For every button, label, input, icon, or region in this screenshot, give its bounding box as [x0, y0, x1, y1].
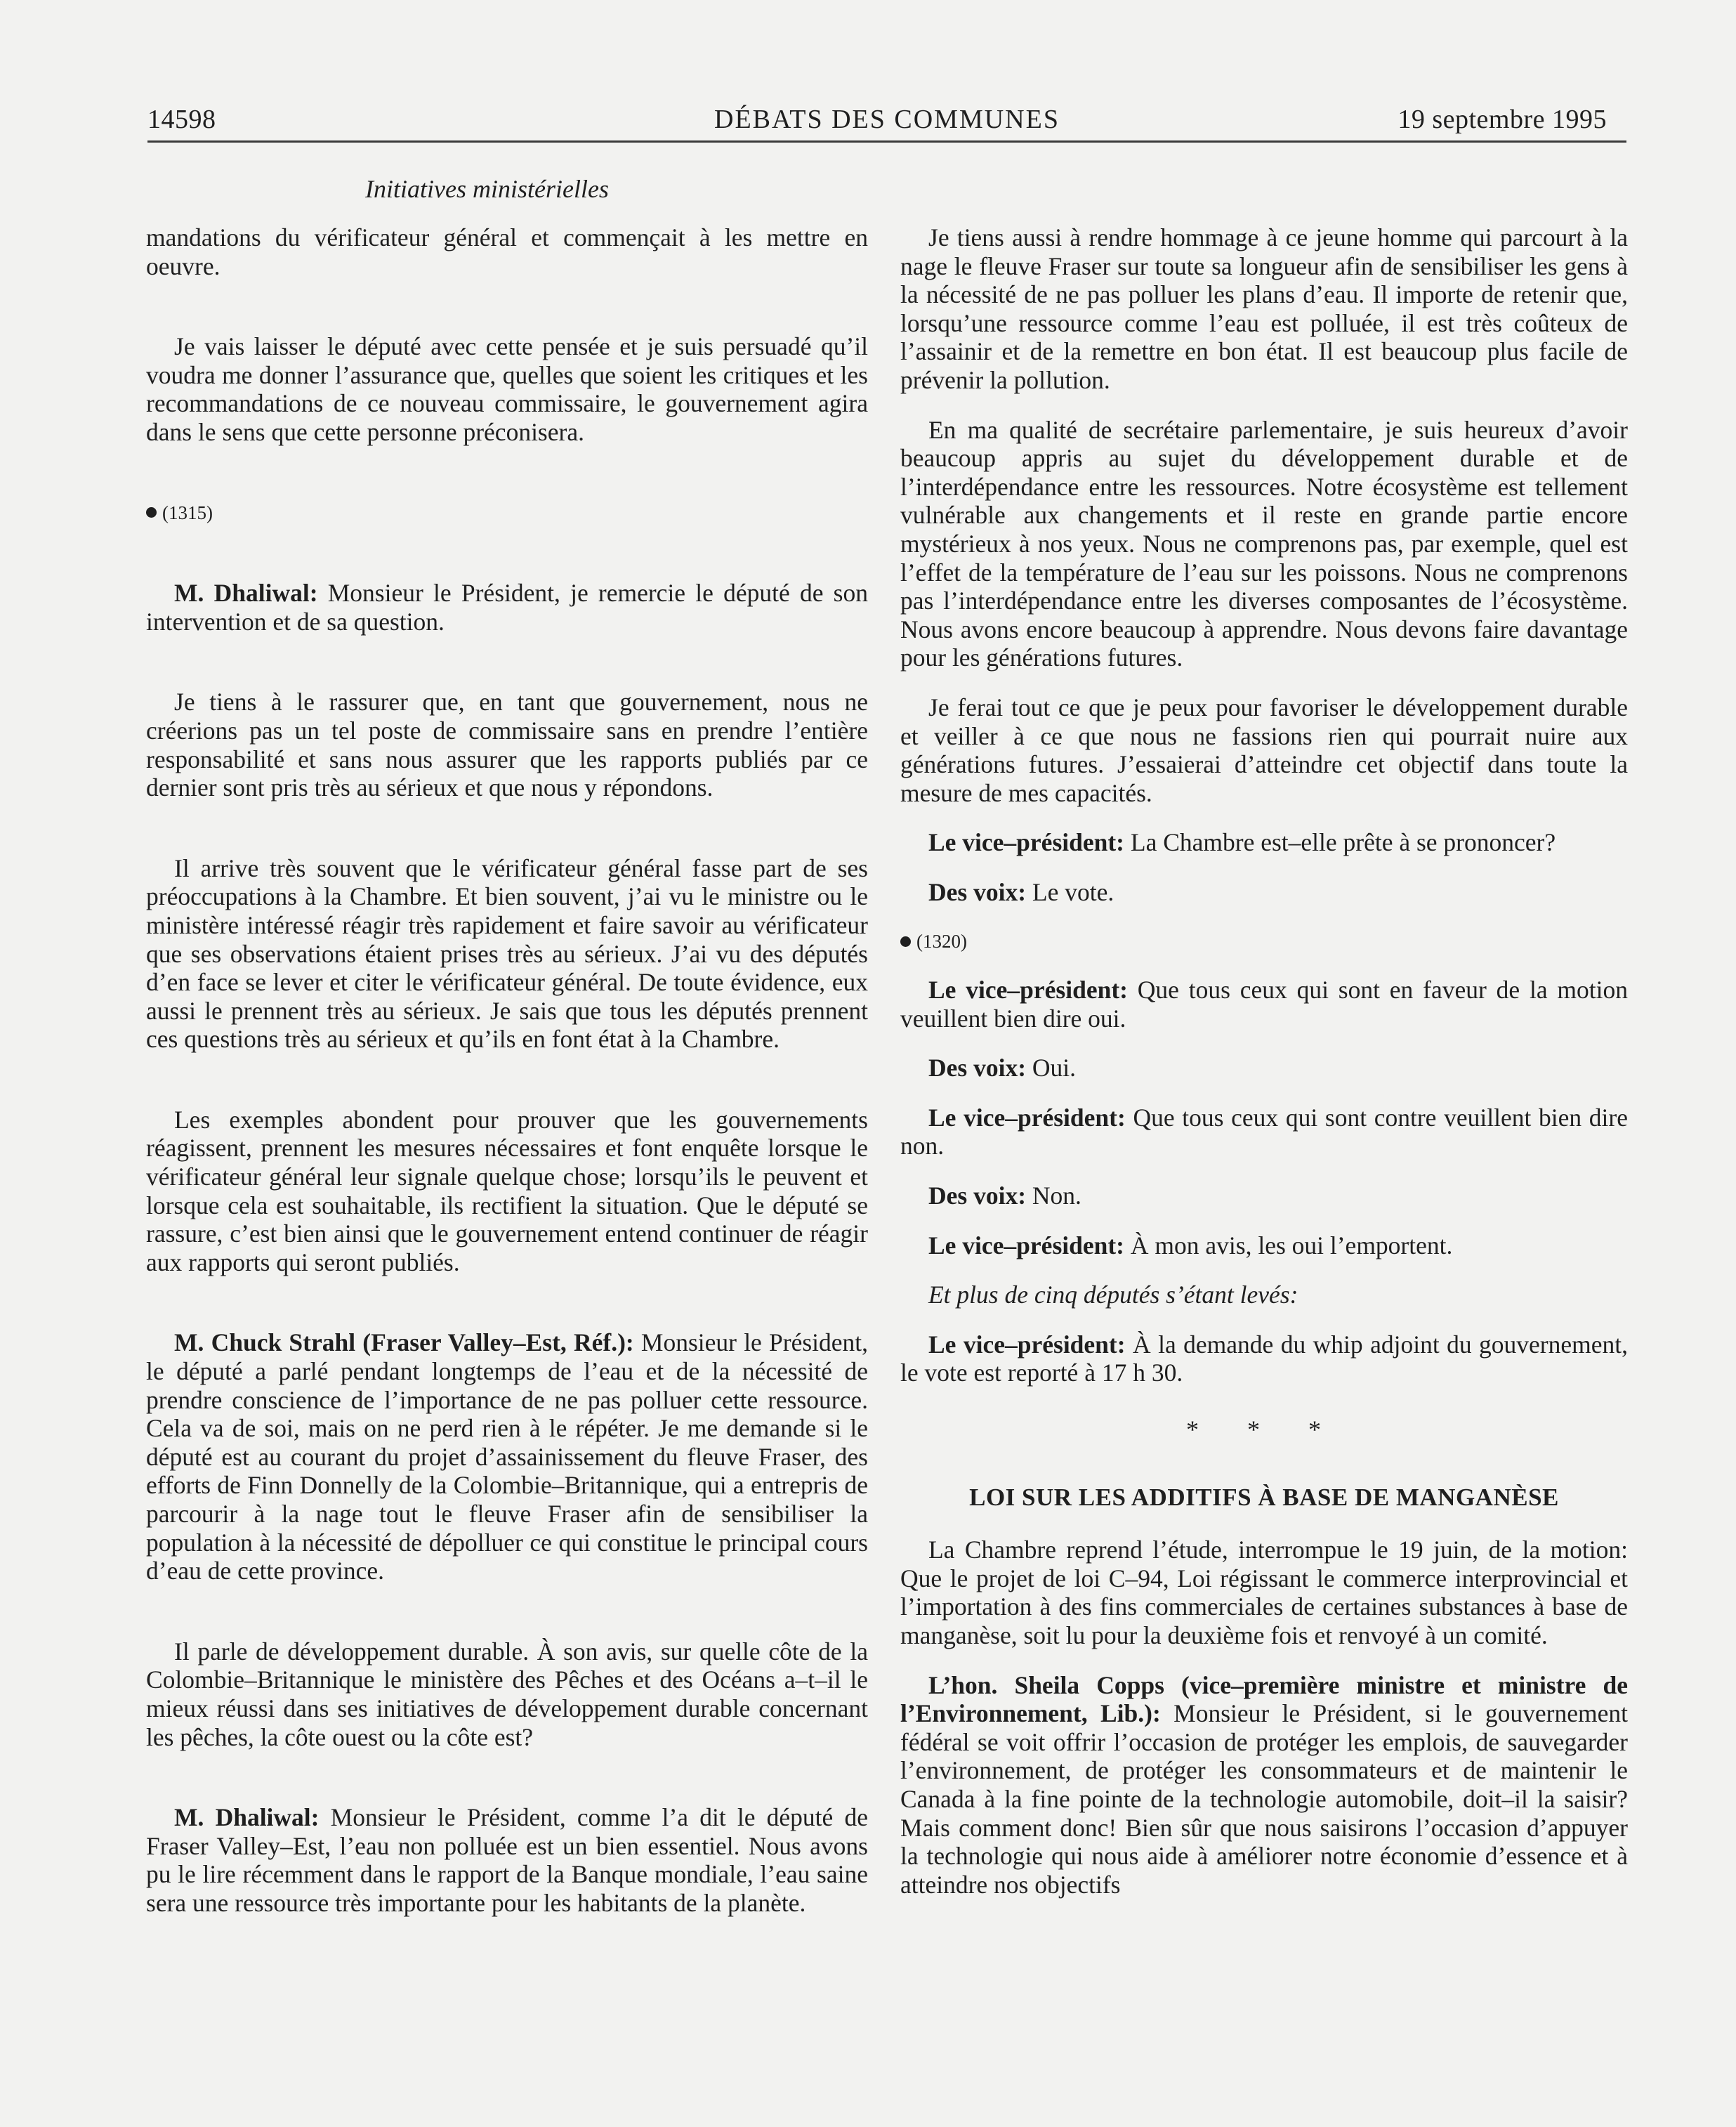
speaker-name: Le vice–président:: [928, 1330, 1126, 1359]
time-marker-text: (1315): [162, 502, 213, 523]
speech-text: Monsieur le Président, le député a parlé pendant longtemps de l’eau et de la nécessité de prendre conscience de l’importance de ne pas polluer cette ressource. Cela va de soi, mais on ne perd rien à le répéter. Je me demande si le député est au courant du projet d’assainissement du fleuve Fraser, des efforts de Finn Donnelly de la Colombie–Britannique, qui a entrepris de parcourir à la nage tout le fleuve Fraser afin de sensibiliser la population à la nécessité de dépolluer ce qui constitue le principal cours d’eau de cette province.: [146, 1328, 868, 1585]
paragraph: La Chambre reprend l’étude, interrompue le 19 juin, de la motion: Que le projet de loi C–94, Loi régissant le commerce interprovincial et l’importation à des fins commerciales de certaines substances à base de manganèse, soit lu pour la deuxième fois et renvoyé à un comité.: [900, 1536, 1628, 1649]
speech-text: La Chambre est–elle prête à se prononcer?: [1124, 828, 1556, 857]
speaker-name: Le vice–président:: [928, 1103, 1126, 1132]
paragraph: Je ferai tout ce que je peux pour favoriser le développement durable et veiller à ce que nous ne fassions rien qui pourrait nuire aux générations futures. J’essaierai d’atteindre cet objectif dans toute la mesure de mes capacités.: [900, 693, 1628, 807]
bullet-icon: [900, 936, 911, 947]
speech-text: Oui.: [1026, 1054, 1077, 1082]
paragraph: [900, 1671, 1628, 1899]
paragraph: [900, 1231, 1628, 1260]
time-marker: [146, 499, 868, 528]
speaker-name: M. Dhaliwal:: [174, 579, 318, 608]
paragraph: mandations du vérificateur général et commençait à les mettre en oeuvre.: [146, 223, 868, 280]
right-column: [900, 223, 1628, 1920]
speaker-name: L’hon. Sheila Copps (vice–première ministre et ministre de l’Environnement, Lib.):: [900, 1670, 1628, 1728]
paragraph: Il parle de développement durable. À son avis, sur quelle côte de la Colombie–Britannique le ministère des Pêches et des Océans a–t–il le mieux réussi dans ses initiatives de développement durable concernant les pêches, la côte ouest ou la côte est?: [146, 1637, 868, 1751]
section-heading: LOI SUR LES ADDITIFS À BASE DE MANGANÈSE: [969, 1483, 1559, 1511]
speech-text: Que tous ceux qui sont contre veuillent bien dire non.: [900, 1103, 1628, 1160]
paragraph: [146, 1328, 868, 1585]
section-label: Initiatives ministérielles: [365, 175, 609, 203]
publication-title: DÉBATS DES COMMUNES: [714, 105, 1060, 134]
paragraph: Les exemples abondent pour prouver que les gouvernements réagissent, prennent les mesures nécessaires et font enquête lorsque le vérificateur général leur signale quelque chose; lorsqu’ils le peuvent et lorsque cela est souhaitable, ils rectifient la situation. Que le député se rassure, c’est bien ainsi que le gouvernement entend continuer de réagir aux rapports qui seront publiés.: [146, 1105, 868, 1276]
paragraph: [900, 976, 1628, 1033]
time-marker: [900, 927, 1628, 956]
speaker-name: Des voix:: [928, 1054, 1027, 1082]
publication-date: 19 septembre 1995: [1398, 105, 1607, 134]
speaker-name: Le vice–président:: [928, 976, 1128, 1004]
speech-text: Monsieur le Président, je remercie le député de son intervention et de sa question.: [146, 579, 868, 636]
page-header: [147, 104, 1626, 143]
paragraph: Il arrive très souvent que le vérificateur général fasse part de ses préoccupations à la Chambre. Et bien souvent, j’ai vu le ministre ou le ministère intéressé réagir très rapidement et faire savoir au vérificateur que ses observations étaient prises très au sérieux. J’ai vu des députés d’en face se lever et citer le vérificateur général. De toute évidence, eux aussi le prennent très au sérieux. Je sais que tous les députés prennent ces questions très au sérieux et qu’ils en font état à la Chambre.: [146, 853, 868, 1054]
paragraph: Je vais laisser le député avec cette pensée et je suis persuadé qu’il voudra me donner l’assurance que, quelles que soient les critiques et les recommandations de ce nouveau commissaire, le gouvernement agira dans le sens que cette personne préconisera.: [146, 332, 868, 446]
time-marker-text: (1320): [916, 931, 967, 953]
procedural-note: Et plus de cinq députés s’étant levés:: [928, 1281, 1298, 1309]
section-separator: * * *: [1186, 1415, 1342, 1444]
left-column: [146, 223, 868, 1970]
bullet-icon: [146, 507, 157, 518]
paragraph: [900, 828, 1628, 857]
speaker-name: Le vice–président:: [928, 1231, 1125, 1259]
speaker-name: M. Chuck Strahl (Fraser Valley–Est, Réf.):: [174, 1328, 634, 1357]
paragraph: [900, 1182, 1628, 1210]
speech-text: À la demande du whip adjoint du gouvernement, le vote est reporté à 17 h 30.: [900, 1330, 1628, 1387]
paragraph: [146, 1803, 868, 1917]
speech-text: Monsieur le Président, comme l’a dit le député de Fraser Valley–Est, l’eau non polluée est un bien essentiel. Nous avons pu le lire récemment dans le rapport de la Banque mondiale, l’eau saine sera une ressource très importante pour les habitants de la planète.: [146, 1803, 868, 1917]
paragraph: [900, 1104, 1628, 1160]
speaker-name: Des voix:: [928, 877, 1027, 906]
speech-text: Que tous ceux qui sont en faveur de la motion veuillent bien dire oui.: [900, 976, 1628, 1033]
paragraph: [900, 1330, 1628, 1387]
page-number: 14598: [147, 105, 216, 134]
paragraph: [900, 878, 1628, 907]
paragraph: Je tiens à le rassurer que, en tant que gouvernement, nous ne créerions pas un tel poste de commissaire sans en prendre l’entière responsabilité et sans nous assurer que les rapports publiés par ce dernier sont pris très au sérieux et que nous y répondons.: [146, 688, 868, 802]
speech-text: Le vote.: [1026, 877, 1114, 906]
paragraph: Je tiens aussi à rendre hommage à ce jeune homme qui parcourt à la nage le fleuve Fraser sur toute sa longueur afin de sensibiliser les gens à la nécessité de ne pas polluer les plans d’eau. Il importe de retenir que, lorsqu’une ressource comme l’eau est polluée, il est très coûteux de l’assainir et de la remettre en bon état. Il est beaucoup plus facile de prévenir la pollution.: [900, 223, 1628, 394]
paragraph: En ma qualité de secrétaire parlementaire, je suis heureux d’avoir beaucoup appris au sujet du développement durable et de l’interdépendance entre les ressources. Notre écosystème est tellement vulnérable aux changements et il reste en grande partie encore mystérieux à nos yeux. Nous ne comprenons pas, par exemple, quel est l’effet de la température de l’eau sur les poissons. Nous ne comprenons pas l’interdépendance entre les diverses composantes de l’écosystème. Nous avons encore beaucoup à apprendre. Nous devons faire davantage pour les générations futures.: [900, 415, 1628, 672]
paragraph: [146, 579, 868, 636]
speech-text: Monsieur le Président, si le gouvernement fédéral se voit offrir l’occasion de protéger les emplois, de sauvegarder l’environnement, de protéger les consommateurs et de maintenir le Canada à la fine pointe de la technologie automobile, doit–il la saisir? Mais comment donc! Bien sûr que nous saisirons l’occasion d’appuyer la technologie qui nous aide à améliorer notre économie d’essence et à atteindre nos objectifs: [900, 1699, 1628, 1899]
speaker-name: Des voix:: [928, 1182, 1027, 1210]
speech-text: À mon avis, les oui l’emportent.: [1124, 1231, 1453, 1259]
speaker-name: M. Dhaliwal:: [174, 1803, 320, 1832]
paragraph: [900, 1054, 1628, 1082]
speech-text: Non.: [1026, 1182, 1081, 1210]
speaker-name: Le vice–président:: [928, 828, 1125, 857]
